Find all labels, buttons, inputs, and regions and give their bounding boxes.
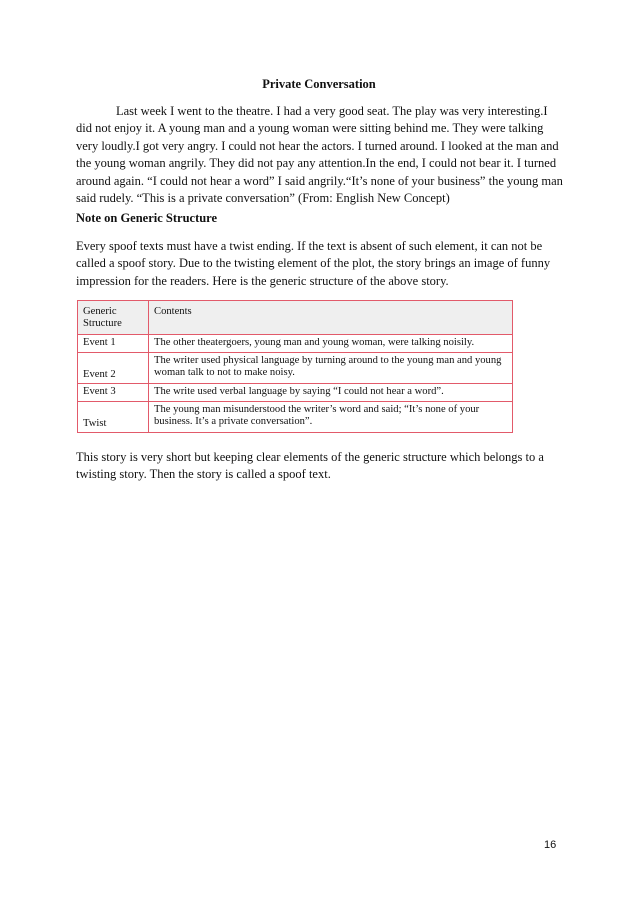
header-contents: Contents	[149, 301, 513, 335]
row-label: Event 2	[78, 353, 149, 384]
row-content: The other theatergoers, young man and young woman, were talking noisily.	[149, 335, 513, 353]
table-row	[78, 384, 513, 402]
document-title: Private Conversation	[262, 77, 376, 91]
row-content: The writer used physical language by turning around to the young man and young woman talk to not to make noisy.	[149, 353, 513, 384]
page-number: 16	[544, 839, 557, 851]
section-heading: Note on Generic Structure	[76, 211, 218, 225]
story-paragraph: Last week I went to the theatre. I had a very good seat. The play was very interesting.I did not enjoy it. A young man and a young woman were sitting behind me. They were talking very loudly.I got very angry. I could not hear the actors. I turned around. I looked at the man and the young woman angrily. They did not pay any attention.In the end, I could not bear it. I turned around again. “I could not hear a word” I said angrily.“It’s none of your business” the young man said rudely. “This is a private conversation” (From: English New Concept)	[76, 104, 563, 206]
table-row	[78, 402, 513, 433]
row-label: Twist	[78, 402, 149, 433]
table-header-row	[78, 301, 513, 335]
table-row	[78, 335, 513, 353]
note-paragraph: Every spoof texts must have a twist ending. If the text is absent of such element, it can not be called a spoof story. Due to the twisting element of the plot, the story brings an image of funny impression for the readers. Here is the generic structure of the above story.	[76, 239, 551, 288]
row-content: The young man misunderstood the writer’s word and said; “It’s none of your business. It’s a private conversation”.	[149, 402, 513, 433]
generic-structure-table	[77, 300, 513, 433]
row-content: The write used verbal language by saying “I could not hear a word”.	[149, 384, 513, 402]
table-row	[78, 353, 513, 384]
row-label: Event 1	[78, 335, 149, 353]
row-label: Event 3	[78, 384, 149, 402]
header-generic-structure: Generic Structure	[78, 301, 149, 335]
closing-paragraph: This story is very short but keeping clear elements of the generic structure which belongs to a twisting story. Then the story is called a spoof text.	[76, 450, 544, 482]
